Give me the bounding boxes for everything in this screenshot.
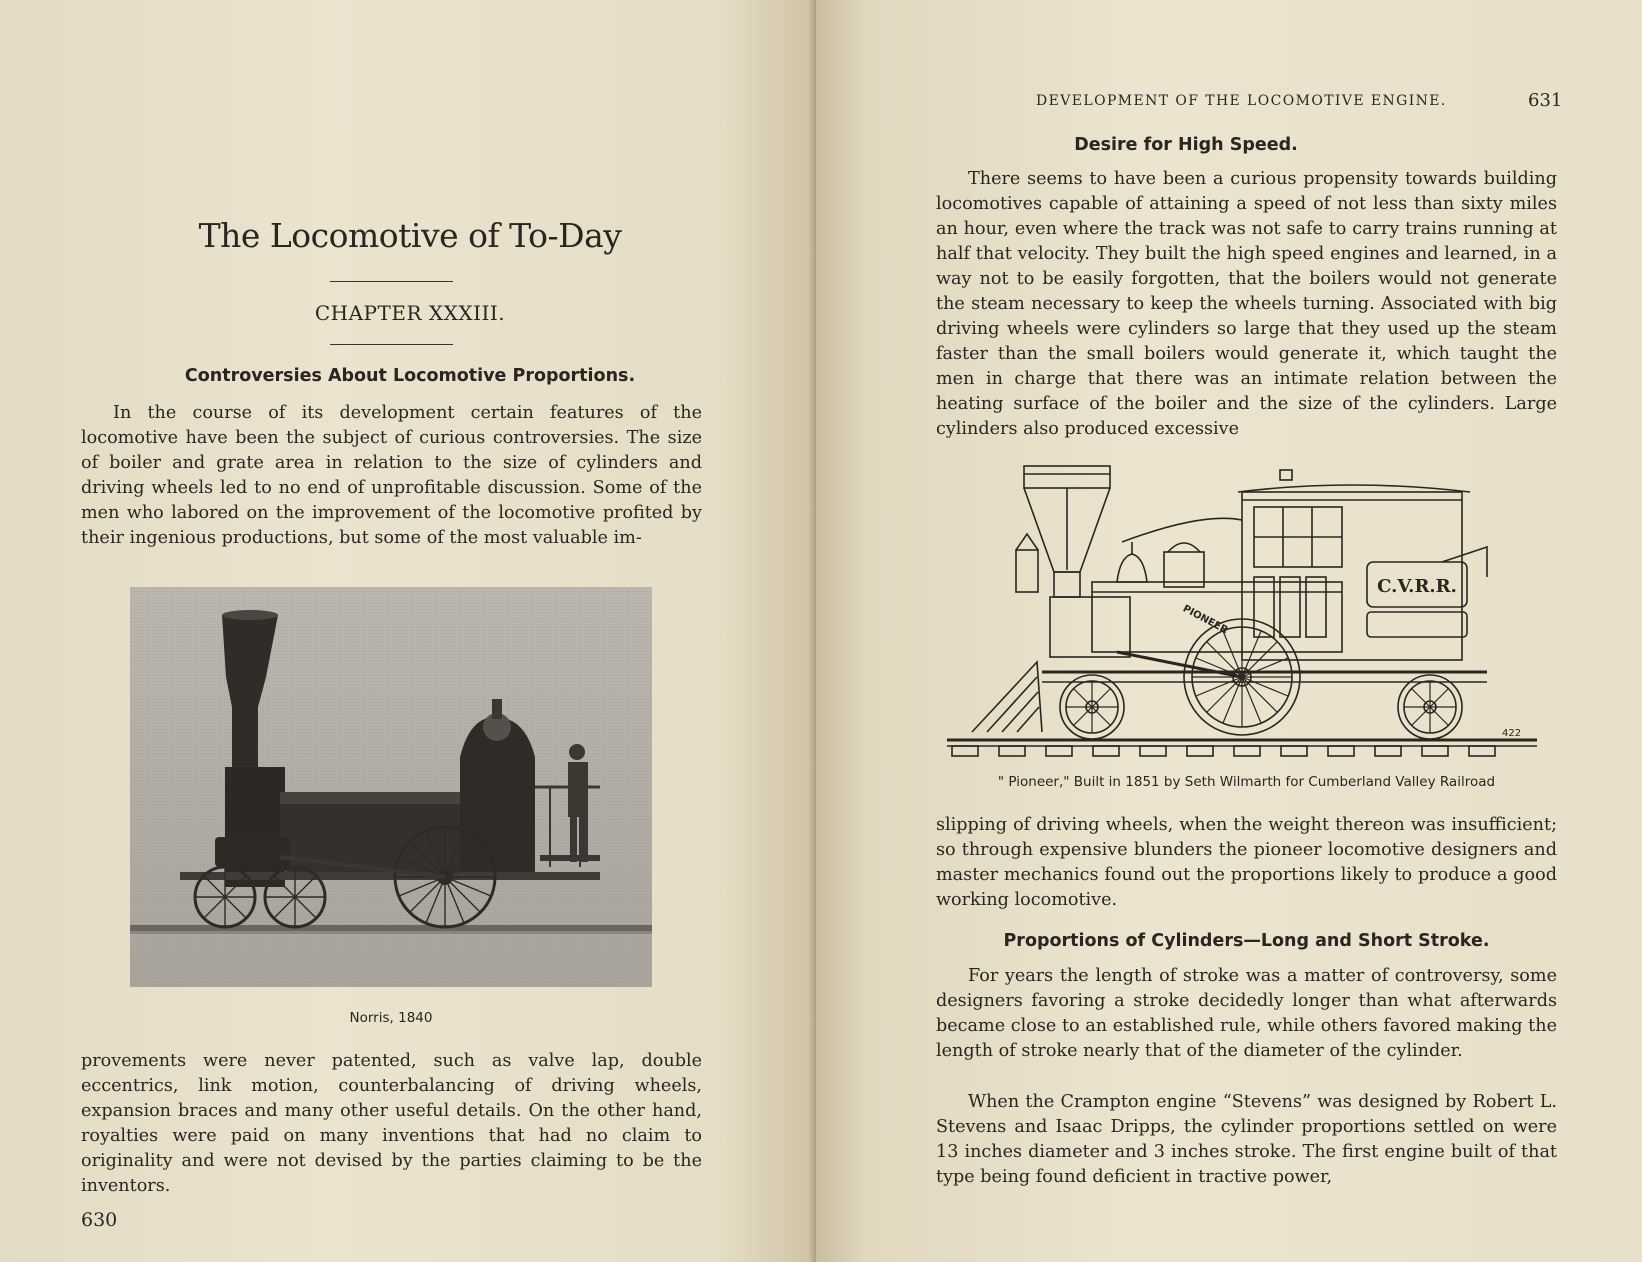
right-page-number: 631 [1528, 90, 1563, 111]
left-page [0, 0, 816, 1262]
title-rule-top [330, 281, 453, 282]
left-paragraph-2: provements were never patented, such as valve lap, double eccentrics, link motion, counterbalancing of driving wheels, expansion braces and many other useful details. On the other hand, royalties were paid on many inventions that had no claim to originality and were not devised by the parties claiming to be the inventors. [81, 1051, 702, 1196]
track-sleepers [952, 746, 1495, 756]
right-paragraph-1: There seems to have been a curious propensity towards building locomotives capable of attaining a speed of not less than sixty miles an hour, even where the track was not safe to carry trains running at half that velocity. They built the high speed engines and learned, in a way not to be easily forgotten, that the boilers would not generate the steam necessary to keep the wheels turning. Associated with big driving wheels were cylinders so large that they used up the steam faster than the small boilers would generate it, which taught the men in charge that there was an intimate relation between the heating surface of the boiler and the size of the cylinders. Large cylinders also produced excessive [936, 169, 1557, 439]
section-heading: Controversies About Locomotive Proportions. [184, 366, 636, 386]
pioneer-locomotive-drawing [942, 462, 1542, 762]
cab-lettering: C.V.R.R. [1377, 576, 1457, 597]
right-paragraph-4: When the Crampton engine “Stevens” was designed by Robert L. Stevens and Isaac Dripps, the cylinder proportions settled on were 13 inches diameter and 3 inches stroke. The first engine built of that type being found deficient in tractive power, [936, 1092, 1557, 1187]
norris-locomotive-drawing [130, 587, 652, 987]
pioneer-figure-caption: " Pioneer," Built in 1851 by Seth Wilmarth for Cumberland Valley Railroad [997, 774, 1496, 790]
left-paragraph-1: In the course of its development certain features of the locomotive have been the subject of curious controversies. The size of boiler and grate area in relation to the size of cylinders and driving wheels led to no end of unprofitable discussion. Some of the men who labored on the improvement of the locomotive profited by their ingenious productions, but some of the most valuable im- [81, 403, 702, 548]
boiler-lettering: PIONEER [1180, 603, 1230, 637]
right-paragraph-3: For years the length of stroke was a matter of controversy, some designers favoring a stroke decidedly longer than what afterwards became close to an established rule, while others favored making the length of stroke nearly that of the diameter of the cylinder. [936, 966, 1557, 1061]
page-title: The Locomotive of To-Day [198, 216, 622, 255]
chapter-number: CHAPTER XXXIII. [314, 301, 506, 325]
norris-figure-caption: Norris, 1840 [349, 1010, 433, 1026]
norris-locomotive-photo [130, 587, 652, 987]
right-page [816, 0, 1642, 1262]
left-page-number: 630 [81, 1209, 118, 1231]
running-head: DEVELOPMENT OF THE LOCOMOTIVE ENGINE. [1036, 93, 1447, 109]
heading-desire-for-high-speed: Desire for High Speed. [1074, 135, 1298, 155]
heading-proportions-of-cylinders: Proportions of Cylinders—Long and Short Stroke. [1003, 931, 1490, 951]
plate-number: 422 [1502, 728, 1522, 739]
right-paragraph-2: slipping of driving wheels, when the weight thereon was insufficient; so through expensive blunders the pioneer locomotive designers and master mechanics found out the proportions likely to produce a good working locomotive. [936, 815, 1557, 910]
title-rule-bottom [330, 344, 453, 345]
